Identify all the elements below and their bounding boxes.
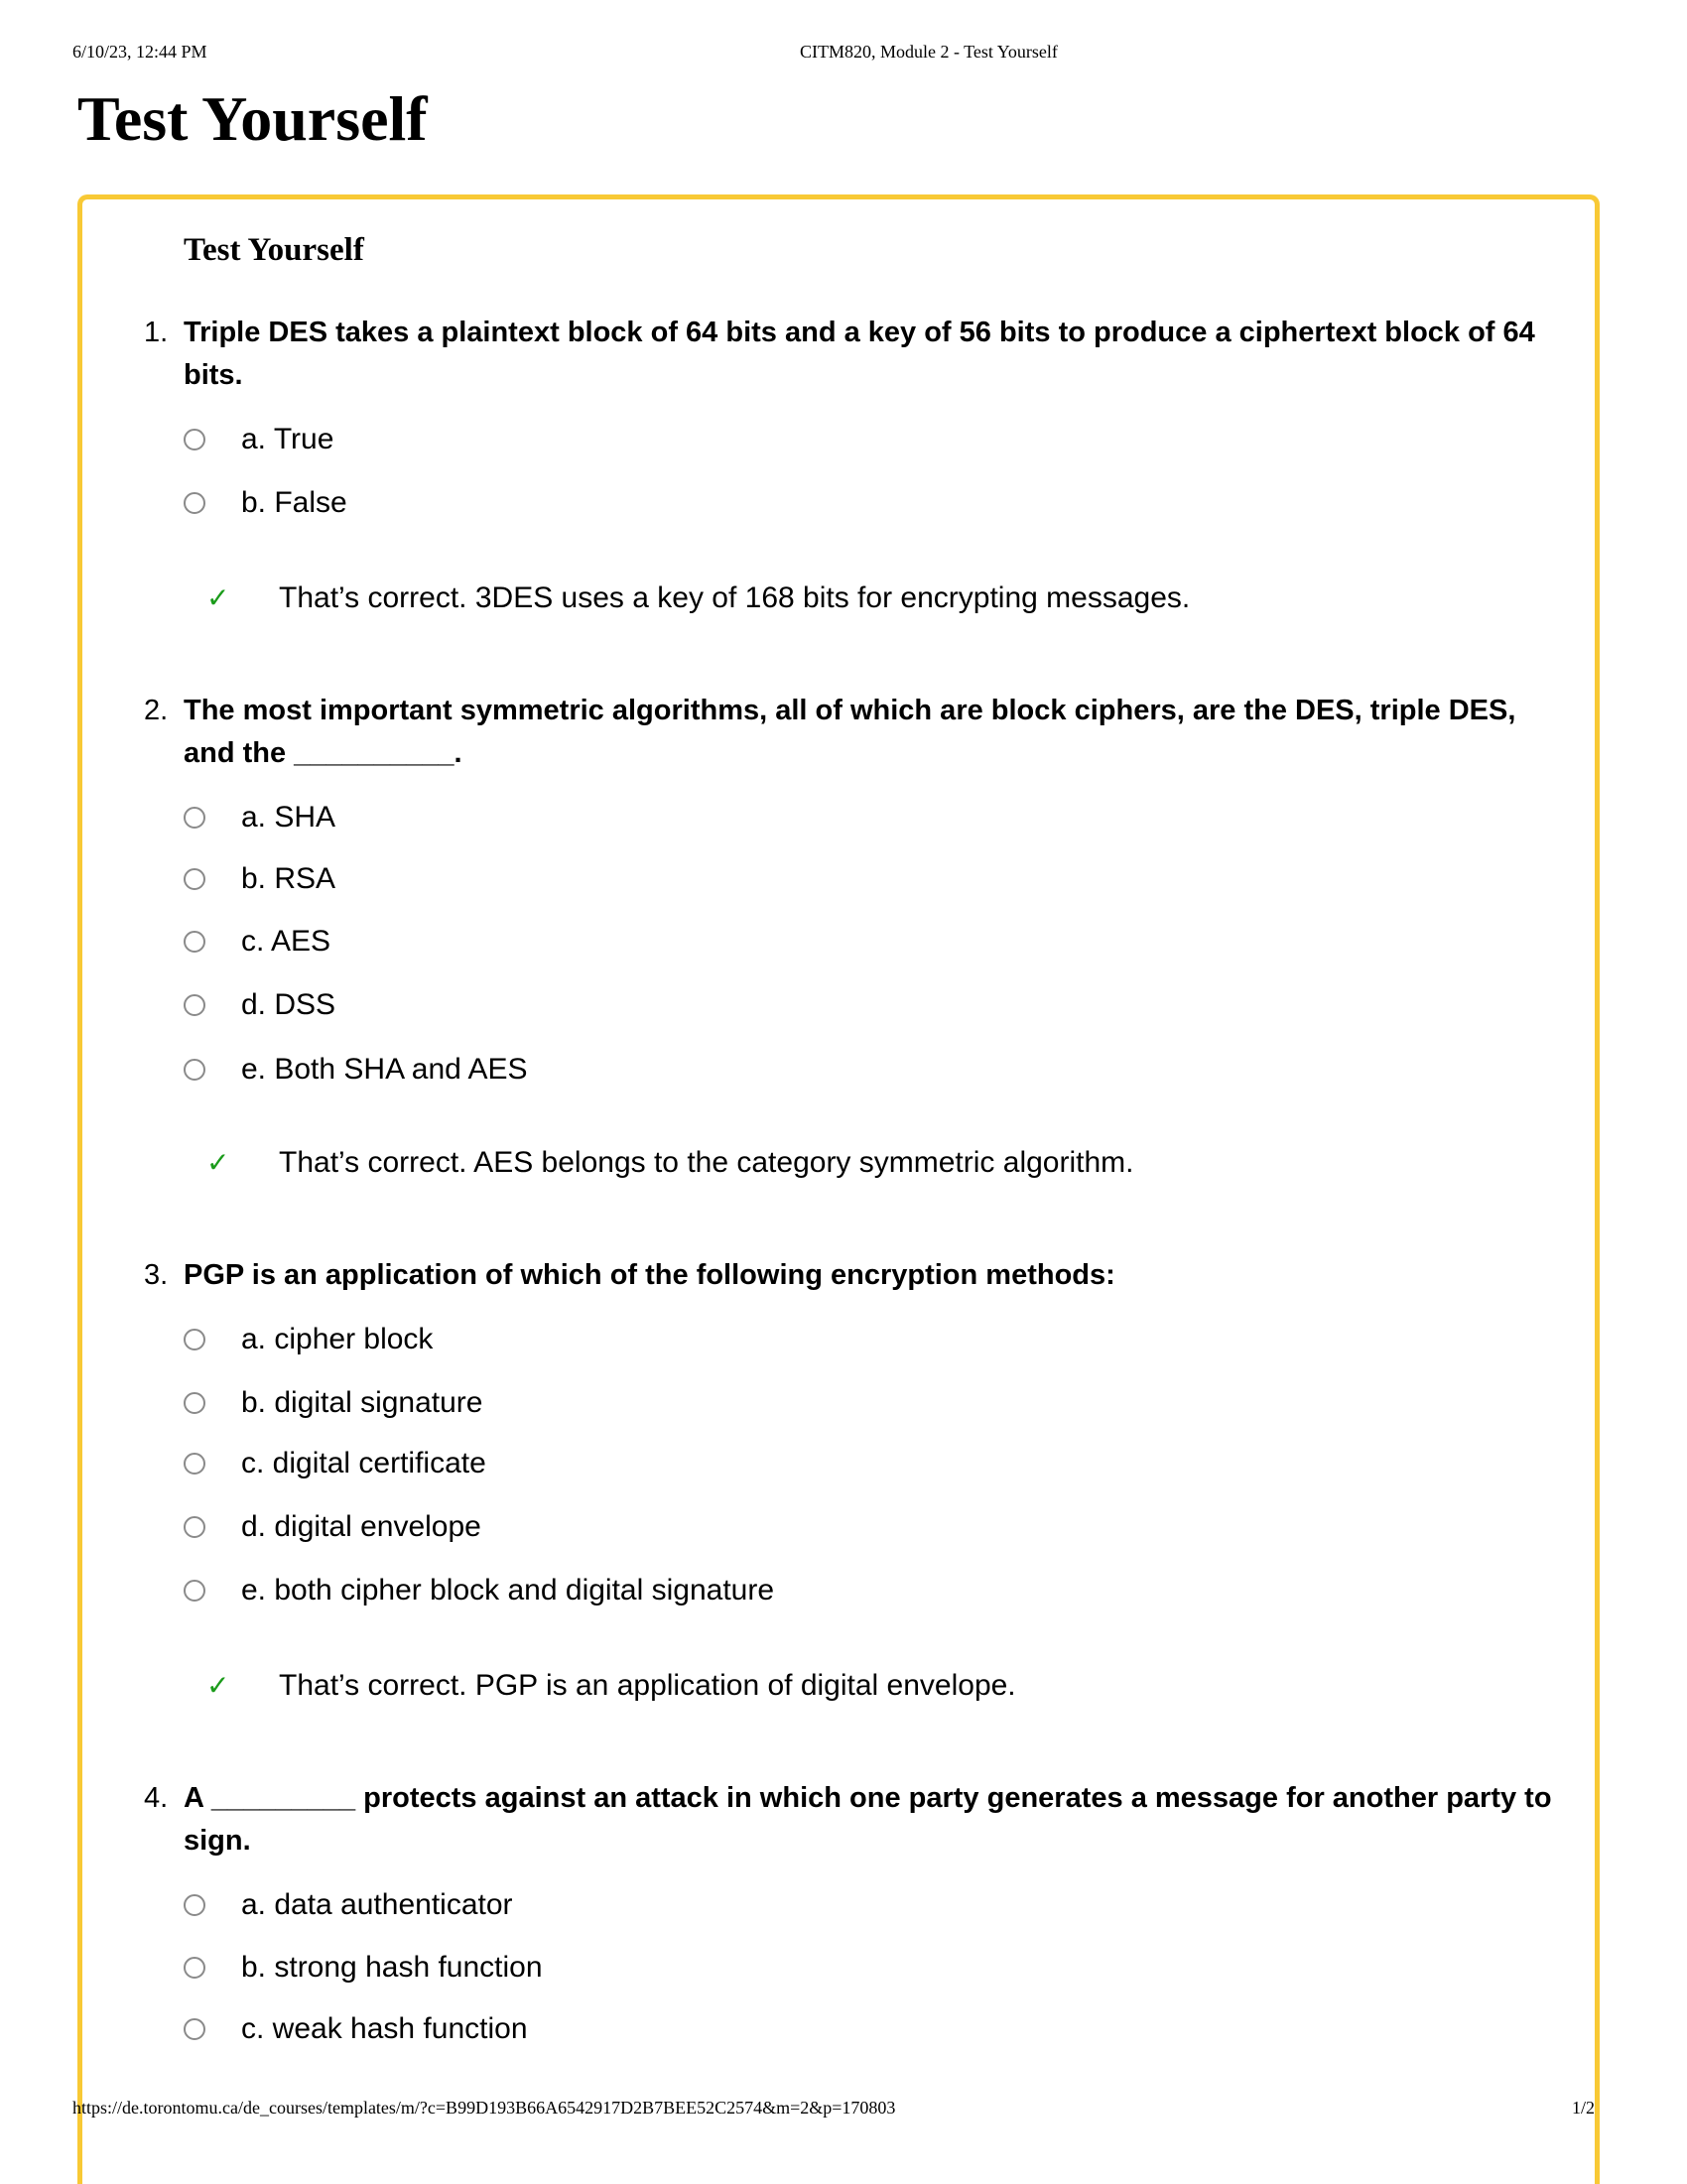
option[interactable] <box>184 1509 481 1545</box>
question-text: The most important symmetric algorithms, all of which are block ciphers, are the DES, triple DES, and the __________. <box>184 695 1516 769</box>
feedback-text: That’s correct. PGP is an application of digital envelope. <box>279 1669 1016 1702</box>
radio-button[interactable] <box>184 994 205 1016</box>
question-text: A _________ protects against an attack in which one party generates a message for another party to sign. <box>184 1782 1552 1857</box>
option-label: e. Both SHA and AES <box>241 1053 528 1086</box>
option-label: b. digital signature <box>241 1386 483 1419</box>
option-label: e. both cipher block and digital signature <box>241 1574 775 1606</box>
option-label: c. digital certificate <box>241 1447 486 1479</box>
radio-button[interactable] <box>184 1392 205 1414</box>
radio-button[interactable] <box>184 1453 205 1475</box>
question-2 <box>144 690 1553 775</box>
question-3 <box>144 1254 1553 1297</box>
page-title: Test Yourself <box>77 83 428 154</box>
option-label: c. weak hash function <box>241 2012 528 2045</box>
option[interactable] <box>184 1950 543 1986</box>
feedback <box>206 1145 1133 1181</box>
radio-button[interactable] <box>184 1059 205 1081</box>
option[interactable] <box>184 861 335 897</box>
radio-button[interactable] <box>184 868 205 890</box>
option[interactable] <box>184 1385 483 1421</box>
feedback-text: That’s correct. AES belongs to the category symmetric algorithm. <box>279 1146 1134 1179</box>
question-number: 3. <box>144 1259 169 1291</box>
radio-button[interactable] <box>184 1580 205 1602</box>
question-text: Triple DES takes a plaintext block of 64 bits and a key of 56 bits to produce a ciphertext block of 64 bits. <box>184 317 1535 391</box>
option[interactable] <box>184 1573 774 1608</box>
option[interactable] <box>184 485 347 521</box>
option-label: a. data authenticator <box>241 1888 513 1921</box>
option[interactable] <box>184 1322 433 1357</box>
option-label: a. True <box>241 423 334 455</box>
option[interactable] <box>184 422 333 457</box>
option-label: b. strong hash function <box>241 1951 543 1984</box>
radio-button[interactable] <box>184 1329 205 1350</box>
print-url: https://de.torontomu.ca/de_courses/templates/m/?c=B99D193B66A6542917D2B7BEE52C2574&m=2&p=170803 <box>72 2098 896 2118</box>
option[interactable] <box>184 1887 513 1923</box>
radio-button[interactable] <box>184 2018 205 2040</box>
page-number: 1/2 <box>1572 2098 1596 2118</box>
option-label: c. AES <box>241 925 331 958</box>
radio-button[interactable] <box>184 1894 205 1916</box>
print-doc-title: CITM820, Module 2 - Test Yourself <box>800 42 1058 62</box>
checkmark-icon: ✓ <box>206 582 230 613</box>
question-1 <box>144 312 1553 397</box>
option-label: b. RSA <box>241 862 336 895</box>
checkmark-icon: ✓ <box>206 1147 230 1178</box>
question-text: PGP is an application of which of the following encryption methods: <box>184 1259 1115 1291</box>
checkmark-icon: ✓ <box>206 1670 230 1701</box>
option[interactable] <box>184 2011 528 2047</box>
radio-button[interactable] <box>184 492 205 514</box>
question-number: 4. <box>144 1782 169 1814</box>
question-4 <box>144 1777 1553 1863</box>
quiz-card-title: Test Yourself <box>184 232 364 268</box>
feedback <box>206 1668 1016 1704</box>
option[interactable] <box>184 1052 528 1088</box>
radio-button[interactable] <box>184 1957 205 1979</box>
option-label: d. DSS <box>241 988 336 1021</box>
option[interactable] <box>184 924 330 960</box>
radio-button[interactable] <box>184 807 205 829</box>
radio-button[interactable] <box>184 1516 205 1538</box>
option-label: a. SHA <box>241 801 336 834</box>
radio-button[interactable] <box>184 931 205 953</box>
option-label: b. False <box>241 486 347 519</box>
option-label: a. cipher block <box>241 1323 434 1355</box>
option[interactable] <box>184 987 335 1023</box>
option[interactable] <box>184 800 335 835</box>
feedback-text: That’s correct. 3DES uses a key of 168 bits for encrypting messages. <box>279 581 1191 614</box>
print-datetime: 6/10/23, 12:44 PM <box>72 42 207 62</box>
feedback <box>206 580 1190 616</box>
question-number: 1. <box>144 317 169 348</box>
radio-button[interactable] <box>184 429 205 450</box>
option[interactable] <box>184 1446 486 1481</box>
question-number: 2. <box>144 695 169 726</box>
option-label: d. digital envelope <box>241 1510 481 1543</box>
